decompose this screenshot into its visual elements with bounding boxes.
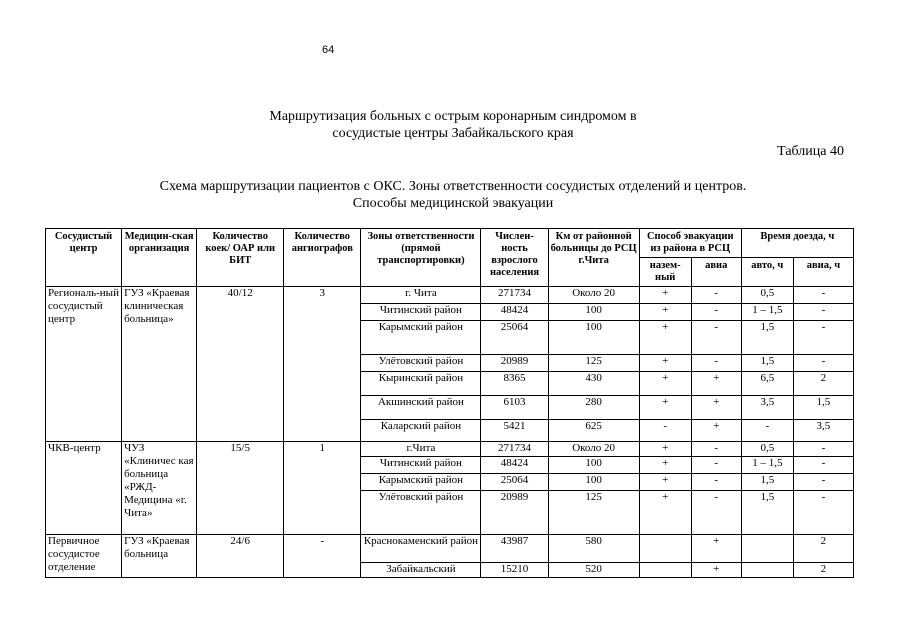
cell-auto: 0,5 [741, 287, 793, 304]
group-beds: 40/12 [197, 287, 284, 442]
group-org: ГУЗ «Краевая больница [122, 535, 197, 578]
cell-km: 125 [548, 491, 639, 535]
cell-avia: - [793, 355, 853, 372]
group-center: Региональ-ный сосудистый центр [46, 287, 122, 442]
cell-km: 125 [548, 355, 639, 372]
cell-ground [639, 535, 691, 563]
cell-zone: Читинский район [361, 457, 481, 474]
table-title-line: Схема маршрутизации пациентов с ОКС. Зоны ответственности сосудистых отделений и центров. [159, 179, 747, 194]
group-beds: 24/6 [197, 535, 284, 578]
header-population: Числен-ность взрослого населения [481, 229, 548, 287]
cell-avia: 2 [793, 563, 853, 578]
cell-auto: 6,5 [741, 372, 793, 396]
cell-air: - [691, 287, 741, 304]
table-row [46, 535, 854, 563]
cell-ground: + [639, 491, 691, 535]
cell-pop: 48424 [481, 304, 548, 321]
cell-zone: Кыринский район [361, 372, 481, 396]
cell-ground: + [639, 304, 691, 321]
cell-pop: 271734 [481, 287, 548, 304]
cell-pop: 25064 [481, 321, 548, 355]
cell-avia: - [793, 304, 853, 321]
table-label: Таблица 40 [777, 144, 844, 159]
cell-auto: 1,5 [741, 355, 793, 372]
cell-air: + [691, 396, 741, 420]
table-title [0, 178, 906, 212]
cell-km: 580 [548, 535, 639, 563]
cell-pop: 43987 [481, 535, 548, 563]
cell-zone: Краснокаменский район [361, 535, 481, 563]
group-angio: 1 [284, 442, 361, 535]
cell-auto: 1,5 [741, 474, 793, 491]
cell-km: 100 [548, 321, 639, 355]
cell-zone: Читинский район [361, 304, 481, 321]
cell-km: 520 [548, 563, 639, 578]
cell-ground: - [639, 420, 691, 442]
cell-km: 100 [548, 304, 639, 321]
cell-zone: Акшинский район [361, 396, 481, 420]
cell-air: - [691, 491, 741, 535]
header-ground: назем-ный [639, 258, 691, 287]
group-beds: 15/5 [197, 442, 284, 535]
header-air: авиа [691, 258, 741, 287]
table-body [46, 287, 854, 578]
cell-avia: 2 [793, 535, 853, 563]
header-time: Время доезда, ч [741, 229, 853, 258]
cell-pop: 48424 [481, 457, 548, 474]
cell-zone: Забайкальский [361, 563, 481, 578]
header-row [46, 229, 854, 258]
group-center: ЧКВ-центр [46, 442, 122, 535]
cell-auto: - [741, 420, 793, 442]
cell-auto: 0,5 [741, 442, 793, 457]
cell-auto: 1 – 1,5 [741, 457, 793, 474]
table-row [46, 442, 854, 457]
cell-pop: 5421 [481, 420, 548, 442]
cell-avia: - [793, 321, 853, 355]
cell-avia: 2 [793, 372, 853, 396]
document-title-line: Маршрутизация больных с острым коронарным синдромом в [269, 109, 637, 124]
cell-zone: г.Чита [361, 442, 481, 457]
cell-pop: 271734 [481, 442, 548, 457]
cell-zone: Улётовский район [361, 491, 481, 535]
cell-avia: 1,5 [793, 396, 853, 420]
cell-air: - [691, 304, 741, 321]
cell-auto: 1 – 1,5 [741, 304, 793, 321]
cell-auto: 1,5 [741, 491, 793, 535]
cell-ground: + [639, 372, 691, 396]
cell-ground: + [639, 396, 691, 420]
cell-km: 100 [548, 457, 639, 474]
header-air-time: авиа, ч [793, 258, 853, 287]
cell-avia: - [793, 457, 853, 474]
cell-avia: - [793, 474, 853, 491]
cell-air: - [691, 355, 741, 372]
cell-km: 280 [548, 396, 639, 420]
cell-pop: 25064 [481, 474, 548, 491]
document-title-line: сосудистые центры Забайкальского края [332, 126, 574, 141]
header-center: Сосудистый центр [46, 229, 122, 287]
cell-pop: 8365 [481, 372, 548, 396]
page-number: 64 [322, 44, 335, 56]
header-km: Км от районной больницы до РСЦ г.Чита [548, 229, 639, 287]
cell-km: 430 [548, 372, 639, 396]
cell-auto: 3,5 [741, 396, 793, 420]
cell-zone: Карымский район [361, 321, 481, 355]
group-angio: 3 [284, 287, 361, 442]
header-org: Медицин-ская организация [122, 229, 197, 287]
cell-auto [741, 563, 793, 578]
header-auto-time: авто, ч [741, 258, 793, 287]
routing-table [45, 228, 854, 578]
cell-zone: Улётовский район [361, 355, 481, 372]
cell-pop: 6103 [481, 396, 548, 420]
cell-air: - [691, 457, 741, 474]
cell-avia: - [793, 287, 853, 304]
cell-air: - [691, 474, 741, 491]
cell-auto: 1,5 [741, 321, 793, 355]
cell-air: - [691, 321, 741, 355]
cell-avia: - [793, 491, 853, 535]
header-angio: Количество ангиографов [284, 229, 361, 287]
header-beds: Количество коек/ ОАР или БИТ [197, 229, 284, 287]
group-center: Первичное сосудистое отделение [46, 535, 122, 578]
cell-air: + [691, 535, 741, 563]
cell-zone: г. Чита [361, 287, 481, 304]
group-org: ГУЗ «Краевая клиническая больница» [122, 287, 197, 442]
document-title [0, 108, 906, 142]
cell-km: Около 20 [548, 442, 639, 457]
cell-ground [639, 563, 691, 578]
cell-km: Около 20 [548, 287, 639, 304]
cell-ground: + [639, 457, 691, 474]
group-org: ЧУЗ «Клиничес кая больница «РЖД-Медицина «г. Чита» [122, 442, 197, 535]
cell-ground: + [639, 474, 691, 491]
table-title-line: Способы медицинской эвакуации [352, 196, 554, 211]
cell-km: 100 [548, 474, 639, 491]
header-evac: Способ эвакуации из района в РСЦ [639, 229, 741, 258]
cell-air: + [691, 372, 741, 396]
cell-ground: + [639, 442, 691, 457]
table-row [46, 287, 854, 304]
cell-zone: Каларский район [361, 420, 481, 442]
cell-air: + [691, 563, 741, 578]
header-zones: Зоны ответственности (прямой транспортировки) [361, 229, 481, 287]
cell-pop: 20989 [481, 491, 548, 535]
cell-avia: - [793, 442, 853, 457]
cell-auto [741, 535, 793, 563]
cell-ground: + [639, 287, 691, 304]
cell-ground: + [639, 321, 691, 355]
cell-km: 625 [548, 420, 639, 442]
group-angio: - [284, 535, 361, 578]
cell-pop: 15210 [481, 563, 548, 578]
cell-air: + [691, 420, 741, 442]
cell-ground: + [639, 355, 691, 372]
cell-avia: 3,5 [793, 420, 853, 442]
cell-air: - [691, 442, 741, 457]
cell-zone: Карымский район [361, 474, 481, 491]
cell-pop: 20989 [481, 355, 548, 372]
